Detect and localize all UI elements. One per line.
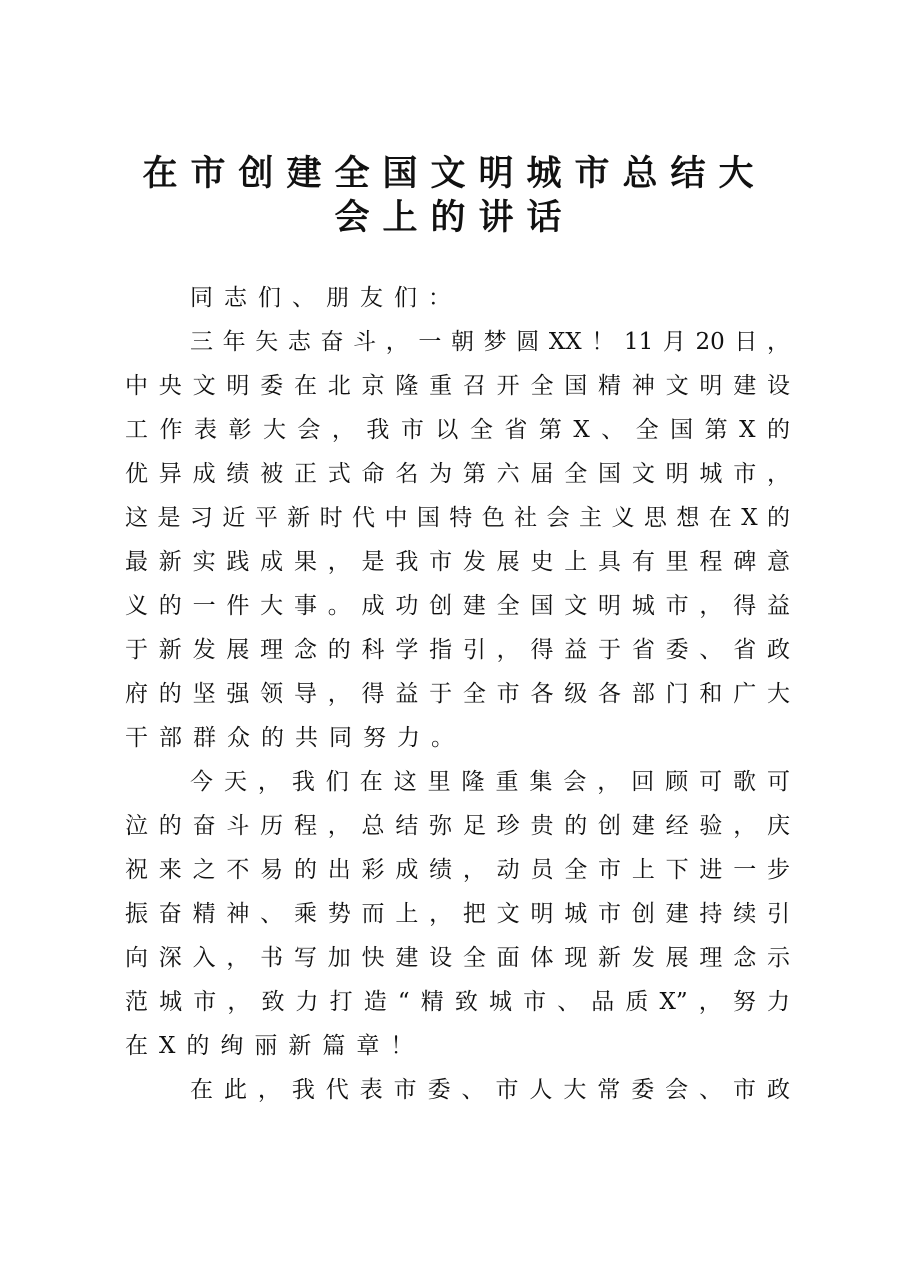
paragraph-2-line: 祝来之不易的出彩成绩，动员全市上下进一步	[125, 857, 790, 883]
paragraph-1-line: 三年矢志奋斗，一朝梦圆XX！11月20日，	[190, 329, 790, 355]
paragraph-1-line: 最新实践成果，是我市发展史上具有里程碑意	[125, 549, 790, 575]
paragraph-2-line: 今天，我们在这里隆重集会，回顾可歌可	[190, 769, 790, 795]
paragraph-1-line: 义的一件大事。成功创建全国文明城市，得益	[125, 593, 790, 619]
document-title-line-2: 会上的讲话	[334, 197, 575, 238]
paragraph-2-line: 范城市，致力打造“精致城市、品质X”，努力	[125, 989, 790, 1015]
paragraph-2-line: 泣的奋斗历程，总结弥足珍贵的创建经验，庆	[125, 813, 790, 839]
document-title-line-1: 在市创建全国文明城市总结大	[142, 153, 767, 194]
paragraph-1-line: 中央文明委在北京隆重召开全国精神文明建设	[125, 373, 790, 399]
paragraph-2-line: 振奋精神、乘势而上，把文明城市创建持续引	[125, 901, 790, 927]
paragraph-2-line: 向深入，书写加快建设全面体现新发展理念示	[125, 945, 790, 971]
salutation: 同志们、朋友们：	[190, 285, 462, 311]
paragraph-1-line: 干部群众的共同努力。	[125, 725, 465, 751]
paragraph-1-line: 于新发展理念的科学指引，得益于省委、省政	[125, 637, 790, 663]
paragraph-1-line: 府的坚强领导，得益于全市各级各部门和广大	[125, 681, 790, 707]
paragraph-2-line: 在X的绚丽新篇章！	[125, 1033, 425, 1059]
paragraph-1-line: 优异成绩被正式命名为第六届全国文明城市，	[125, 461, 790, 487]
paragraph-1-line: 这是习近平新时代中国特色社会主义思想在X的	[125, 505, 790, 531]
paragraph-1-line: 工作表彰大会，我市以全省第X、全国第X的	[125, 417, 790, 443]
paragraph-3-line: 在此，我代表市委、市人大常委会、市政	[190, 1077, 790, 1103]
